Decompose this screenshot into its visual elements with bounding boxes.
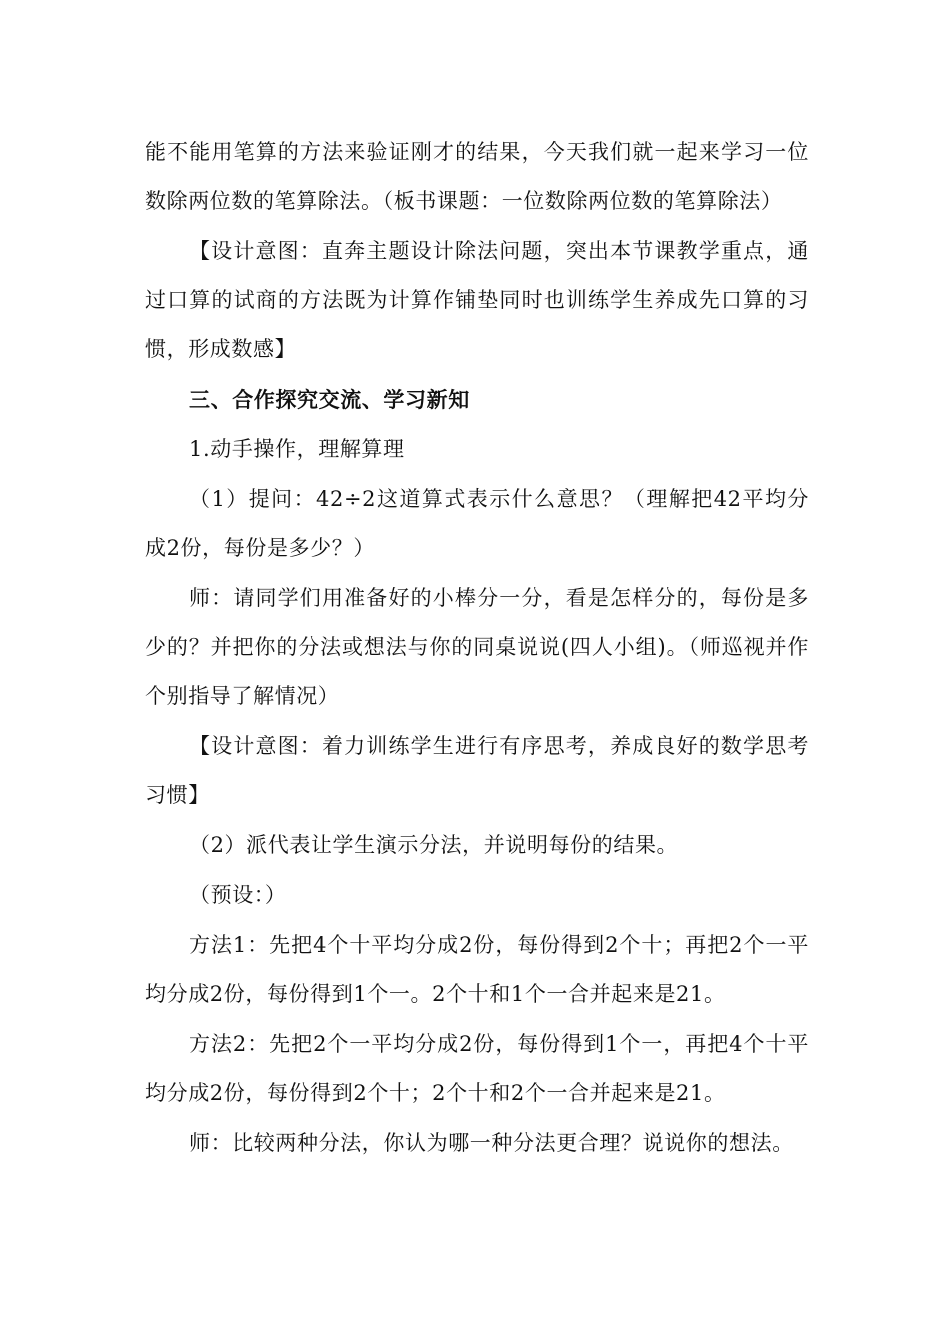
document-body — [145, 128, 809, 1169]
subsection-heading: 1.动手操作，理解算理 — [189, 437, 405, 461]
paragraph-demonstration: （2）派代表让学生演示分法，并说明每份的结果。 — [189, 833, 679, 857]
paragraph-method-1: 方法1：先把4个十平均分成2份，每份得到2个十；再把2个一平均分成2份，每份得到1个一。2个十和1个一合并起来是21。 — [145, 933, 809, 1006]
paragraph-design-intent-2: 【设计意图：着力训练学生进行有序思考，养成良好的数学思考习惯】 — [145, 734, 809, 807]
paragraph-teacher-instruction: 师：请同学们用准备好的小棒分一分，看是怎样分的，每份是多少的？并把你的分法或想法与你的同桌说说(四人小组)。（师巡视并作个别指导了解情况） — [145, 586, 809, 708]
paragraph-question: （1）提问：42÷2这道算式表示什么意思？（理解把42平均分成2份，每份是多少？） — [145, 487, 809, 560]
paragraph-design-intent-1: 【设计意图：直奔主题设计除法问题，突出本节课教学重点，通过口算的试商的方法既为计算作铺垫同时也训练学生养成先口算的习惯，形成数感】 — [145, 239, 809, 361]
section-heading: 三、合作探究交流、学习新知 — [189, 387, 470, 412]
paragraph-teacher-compare: 师：比较两种分法，你认为哪一种分法更合理？说说你的想法。 — [189, 1131, 794, 1155]
paragraph-preset: （预设：） — [189, 883, 287, 907]
paragraph-method-2: 方法2：先把2个一平均分成2份，每份得到1个一，再把4个十平均分成2份，每份得到2个十；2个十和2个一合并起来是21。 — [145, 1032, 809, 1105]
paragraph-intro: 能不能用笔算的方法来验证刚才的结果，今天我们就一起来学习一位数除两位数的笔算除法。（板书课题：一位数除两位数的笔算除法） — [145, 140, 809, 213]
